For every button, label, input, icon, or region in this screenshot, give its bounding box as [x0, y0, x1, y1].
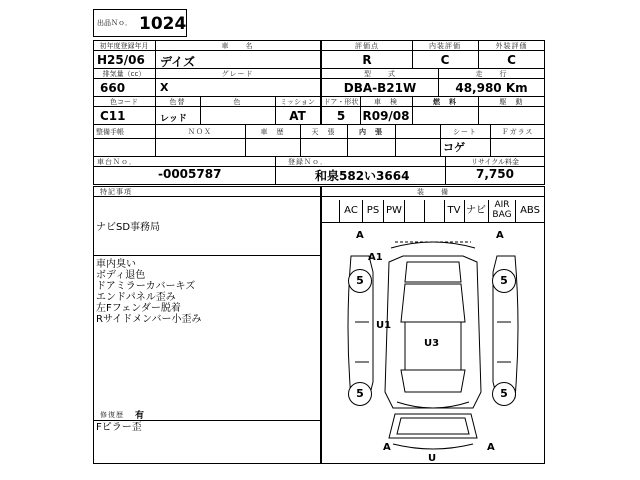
equipment-row	[321, 200, 545, 222]
tire-front-right: 5	[492, 269, 516, 293]
mileage-label: 走 行	[475, 70, 508, 78]
windshield-outline	[401, 284, 465, 322]
doors-label: ドア・形状	[323, 98, 359, 106]
color-category: レッド	[160, 114, 187, 124]
recycle-fee-label: リサイクル料金	[470, 158, 520, 166]
exterior-grade-label: 外装評価	[495, 42, 528, 50]
equipment-label: 装 備	[417, 188, 449, 196]
car-name: デイズ	[160, 55, 196, 69]
grade-label: グレード	[221, 70, 254, 78]
notes-item: 車内臭い	[96, 259, 136, 270]
lot-number-box	[93, 9, 187, 37]
tire-rear-left: 5	[348, 382, 372, 406]
mark-front-left: A	[356, 230, 364, 241]
cc-label: 排気量（cc）	[102, 70, 146, 78]
rear-window-outline	[401, 370, 465, 392]
mark-rear-u: U	[428, 453, 437, 464]
notes-item: ドアミラーカバーキズ	[96, 281, 196, 292]
interior-trim-label: 内 張	[359, 128, 383, 136]
inspection-expiry: R09/08	[362, 109, 410, 123]
displacement: 660	[100, 81, 126, 95]
chassis-number: -0005787	[158, 167, 222, 181]
notes-item: 左Fフェンダー脱着	[96, 303, 181, 314]
notes-navi: ナビSD事務局	[96, 222, 161, 233]
color-label: 色	[233, 98, 242, 106]
history-label: 車 歴	[260, 128, 285, 136]
body-outline	[385, 256, 481, 408]
sunroof-label: 天 張	[311, 128, 336, 136]
plate-number: 和泉582い3664	[315, 169, 410, 183]
notes-item: エンドパネル歪み	[96, 292, 176, 303]
equip-navi: ナビ	[466, 205, 486, 216]
recycle-fee: 7,750	[476, 167, 514, 181]
equip-tv: TV	[447, 205, 461, 216]
repair-note: Fピラー歪	[96, 422, 142, 433]
year-label: 初年度登録年月	[99, 42, 149, 50]
fuel-label: 燃 料	[433, 98, 457, 106]
notes-list	[96, 259, 201, 325]
doors: 5	[336, 109, 346, 123]
interior-grade-label: 内装評価	[429, 42, 461, 50]
model-label: 型 式	[364, 70, 396, 78]
seat-condition: コゲ	[443, 141, 465, 154]
lot-number: 1024	[139, 14, 187, 34]
front-bumper-outline	[391, 242, 475, 248]
grade: X	[160, 81, 169, 94]
hood-outline	[405, 262, 461, 282]
color-code-label: 色コード	[110, 98, 138, 106]
equip-ac: AC	[344, 205, 358, 216]
manual-label: 整備手帳	[96, 128, 124, 136]
lot-number-label: 出品Ｎｏ．	[97, 19, 132, 27]
front-glass-label: Ｆガラス	[501, 128, 534, 136]
plate-label: 登録Ｎｏ．	[288, 158, 328, 166]
notes-label: 特記事項	[100, 188, 132, 196]
score-label: 評価点	[355, 42, 379, 50]
mark-a1: A1	[368, 252, 383, 263]
notes-item: ボディ退色	[96, 270, 146, 281]
notes-item: Rサイドメンバー小歪み	[96, 314, 202, 325]
color-category-label: 色替	[169, 98, 186, 106]
transmission: AT	[289, 109, 306, 123]
model-code: DBA-B21W	[343, 81, 417, 95]
tire-front-left: 5	[348, 269, 372, 293]
transmission-label: ミッション	[280, 98, 315, 106]
drive-label: 駆 動	[499, 98, 524, 106]
equip-abs: ABS	[520, 205, 540, 216]
car-name-label: 車 名	[221, 42, 254, 50]
mark-u1: U1	[376, 320, 392, 331]
mark-rear-right: A	[487, 442, 495, 453]
equip-airbag: AIR BAG	[492, 200, 512, 220]
mark-rear-left: A	[383, 442, 391, 453]
equip-ps: PS	[366, 205, 380, 216]
chassis-label: 車台Ｎｏ．	[97, 158, 137, 166]
tire-rear-right: 5	[492, 382, 516, 406]
first-registration: H25/06	[97, 53, 145, 67]
repair-history-label: 修復歴	[100, 411, 124, 419]
color-code: C11	[100, 109, 126, 123]
equip-pw: PW	[386, 205, 402, 216]
repair-history-value: 有	[135, 411, 145, 421]
seat-label: シート	[453, 128, 477, 136]
interior-grade: C	[440, 53, 450, 67]
mark-u3: U3	[424, 338, 440, 349]
auction-score: R	[362, 53, 372, 67]
mark-front-right: A	[496, 230, 504, 241]
nox-label: ＮＯＸ	[188, 128, 212, 136]
exterior-grade: C	[507, 53, 516, 67]
mileage: 48,980 Km	[455, 81, 528, 95]
inspection-label: 車 検	[374, 98, 398, 106]
